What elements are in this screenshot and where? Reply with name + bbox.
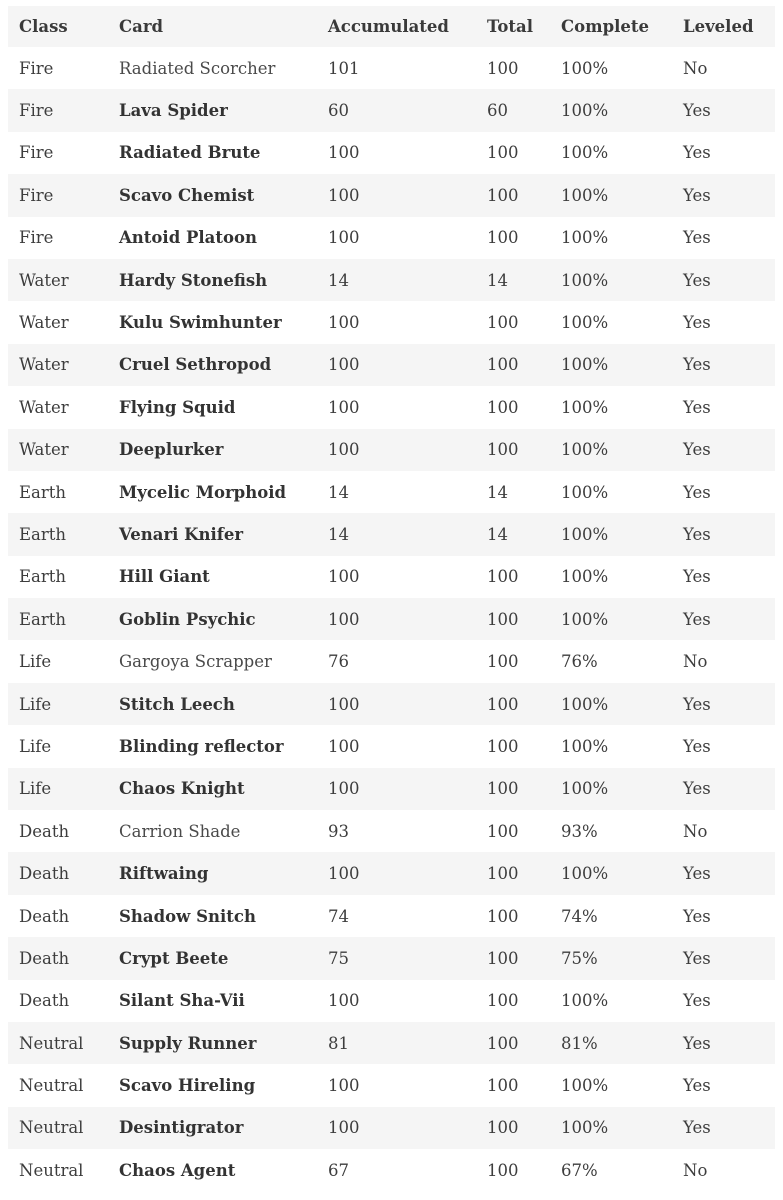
cell-leveled: Yes: [672, 386, 775, 428]
cell-card: Gargoya Scrapper: [108, 640, 317, 682]
cell-accumulated: 100: [317, 725, 476, 767]
cell-class: Earth: [8, 471, 108, 513]
card-progress-table: [8, 6, 775, 1192]
cell-complete: 100%: [550, 259, 672, 301]
cell-card: Hardy Stonefish: [108, 259, 317, 301]
table-row: [8, 217, 775, 259]
cell-accumulated: 100: [317, 683, 476, 725]
cell-card: Blinding reflector: [108, 725, 317, 767]
cell-card: Lava Spider: [108, 89, 317, 131]
cell-complete: 100%: [550, 852, 672, 894]
cell-accumulated: 100: [317, 852, 476, 894]
cell-leveled: Yes: [672, 217, 775, 259]
cell-accumulated: 100: [317, 344, 476, 386]
cell-class: Death: [8, 852, 108, 894]
cell-complete: 93%: [550, 810, 672, 852]
table-row: [8, 852, 775, 894]
cell-total: 100: [476, 174, 550, 216]
cell-class: Earth: [8, 513, 108, 555]
table-row: [8, 556, 775, 598]
cell-class: Death: [8, 937, 108, 979]
cell-leveled: Yes: [672, 1022, 775, 1064]
cell-accumulated: 100: [317, 217, 476, 259]
cell-card: Hill Giant: [108, 556, 317, 598]
table-row: [8, 174, 775, 216]
cell-class: Water: [8, 259, 108, 301]
cell-leveled: Yes: [672, 725, 775, 767]
table-row: [8, 1022, 775, 1064]
cell-total: 100: [476, 1022, 550, 1064]
table-row: [8, 386, 775, 428]
cell-class: Life: [8, 683, 108, 725]
cell-leveled: Yes: [672, 937, 775, 979]
cell-total: 100: [476, 1064, 550, 1106]
table-row: [8, 89, 775, 131]
cell-card: Deeplurker: [108, 429, 317, 471]
cell-class: Fire: [8, 174, 108, 216]
cell-total: 100: [476, 47, 550, 89]
table-row: [8, 1107, 775, 1149]
header-total: Total: [476, 6, 550, 47]
cell-leveled: Yes: [672, 556, 775, 598]
cell-complete: 81%: [550, 1022, 672, 1064]
cell-total: 100: [476, 1107, 550, 1149]
cell-complete: 67%: [550, 1149, 672, 1191]
cell-class: Neutral: [8, 1064, 108, 1106]
cell-accumulated: 75: [317, 937, 476, 979]
cell-class: Fire: [8, 132, 108, 174]
cell-accumulated: 93: [317, 810, 476, 852]
table-row: [8, 895, 775, 937]
header-card: Card: [108, 6, 317, 47]
table-row: [8, 471, 775, 513]
cell-accumulated: 100: [317, 132, 476, 174]
cell-total: 100: [476, 598, 550, 640]
cell-class: Fire: [8, 89, 108, 131]
cell-class: Neutral: [8, 1022, 108, 1064]
cell-total: 100: [476, 980, 550, 1022]
cell-total: 100: [476, 768, 550, 810]
cell-total: 100: [476, 725, 550, 767]
cell-leveled: Yes: [672, 1107, 775, 1149]
table-row: [8, 344, 775, 386]
cell-class: Life: [8, 768, 108, 810]
cell-total: 100: [476, 810, 550, 852]
cell-complete: 74%: [550, 895, 672, 937]
table-row: [8, 132, 775, 174]
cell-class: Life: [8, 725, 108, 767]
cell-class: Life: [8, 640, 108, 682]
cell-complete: 76%: [550, 640, 672, 682]
cell-leveled: Yes: [672, 895, 775, 937]
table-row: [8, 768, 775, 810]
cell-complete: 100%: [550, 471, 672, 513]
cell-card: Shadow Snitch: [108, 895, 317, 937]
cell-complete: 100%: [550, 132, 672, 174]
cell-accumulated: 14: [317, 513, 476, 555]
cell-leveled: Yes: [672, 344, 775, 386]
cell-complete: 100%: [550, 89, 672, 131]
header-complete: Complete: [550, 6, 672, 47]
cell-complete: 75%: [550, 937, 672, 979]
cell-leveled: Yes: [672, 768, 775, 810]
cell-card: Scavo Chemist: [108, 174, 317, 216]
cell-complete: 100%: [550, 598, 672, 640]
cell-total: 14: [476, 513, 550, 555]
cell-card: Antoid Platoon: [108, 217, 317, 259]
cell-accumulated: 100: [317, 174, 476, 216]
table-row: [8, 1149, 775, 1191]
cell-card: Mycelic Morphoid: [108, 471, 317, 513]
cell-accumulated: 14: [317, 471, 476, 513]
cell-card: Silant Sha-Vii: [108, 980, 317, 1022]
cell-card: Radiated Scorcher: [108, 47, 317, 89]
cell-complete: 100%: [550, 174, 672, 216]
cell-leveled: Yes: [672, 513, 775, 555]
cell-complete: 100%: [550, 1064, 672, 1106]
header-class: Class: [8, 6, 108, 47]
cell-total: 100: [476, 429, 550, 471]
cell-leveled: No: [672, 47, 775, 89]
cell-leveled: Yes: [672, 683, 775, 725]
table-row: [8, 429, 775, 471]
cell-class: Water: [8, 429, 108, 471]
cell-leveled: Yes: [672, 980, 775, 1022]
cell-card: Cruel Sethropod: [108, 344, 317, 386]
cell-leveled: Yes: [672, 174, 775, 216]
table-row: [8, 980, 775, 1022]
cell-total: 100: [476, 640, 550, 682]
table-row: [8, 1064, 775, 1106]
cell-card: Scavo Hireling: [108, 1064, 317, 1106]
cell-class: Earth: [8, 556, 108, 598]
table-row: [8, 598, 775, 640]
cell-complete: 100%: [550, 344, 672, 386]
cell-accumulated: 100: [317, 1064, 476, 1106]
table-row: [8, 47, 775, 89]
cell-accumulated: 100: [317, 301, 476, 343]
cell-leveled: Yes: [672, 89, 775, 131]
cell-card: Venari Knifer: [108, 513, 317, 555]
cell-class: Water: [8, 344, 108, 386]
card-progress-table-container: [8, 6, 775, 1192]
cell-complete: 100%: [550, 217, 672, 259]
cell-complete: 100%: [550, 725, 672, 767]
cell-leveled: Yes: [672, 301, 775, 343]
cell-accumulated: 76: [317, 640, 476, 682]
cell-complete: 100%: [550, 429, 672, 471]
cell-accumulated: 74: [317, 895, 476, 937]
cell-card: Carrion Shade: [108, 810, 317, 852]
cell-leveled: No: [672, 810, 775, 852]
header-accumulated: Accumulated: [317, 6, 476, 47]
cell-total: 100: [476, 132, 550, 174]
cell-class: Water: [8, 301, 108, 343]
table-header: [8, 6, 775, 47]
cell-class: Fire: [8, 47, 108, 89]
table-row: [8, 810, 775, 852]
cell-total: 14: [476, 471, 550, 513]
cell-card: Kulu Swimhunter: [108, 301, 317, 343]
cell-complete: 100%: [550, 768, 672, 810]
table-row: [8, 640, 775, 682]
cell-card: Desintigrator: [108, 1107, 317, 1149]
cell-complete: 100%: [550, 683, 672, 725]
cell-accumulated: 100: [317, 768, 476, 810]
cell-card: Flying Squid: [108, 386, 317, 428]
cell-total: 14: [476, 259, 550, 301]
cell-card: Radiated Brute: [108, 132, 317, 174]
cell-accumulated: 60: [317, 89, 476, 131]
cell-complete: 100%: [550, 1107, 672, 1149]
table-row: [8, 725, 775, 767]
cell-total: 100: [476, 217, 550, 259]
cell-accumulated: 100: [317, 386, 476, 428]
cell-class: Death: [8, 980, 108, 1022]
cell-card: Chaos Knight: [108, 768, 317, 810]
cell-total: 100: [476, 895, 550, 937]
cell-card: Stitch Leech: [108, 683, 317, 725]
cell-card: Crypt Beete: [108, 937, 317, 979]
cell-class: Earth: [8, 598, 108, 640]
cell-total: 100: [476, 683, 550, 725]
cell-class: Fire: [8, 217, 108, 259]
cell-accumulated: 100: [317, 598, 476, 640]
cell-total: 100: [476, 1149, 550, 1191]
cell-class: Death: [8, 810, 108, 852]
cell-card: Goblin Psychic: [108, 598, 317, 640]
cell-accumulated: 101: [317, 47, 476, 89]
header-leveled: Leveled: [672, 6, 775, 47]
cell-leveled: No: [672, 1149, 775, 1191]
cell-complete: 100%: [550, 513, 672, 555]
cell-leveled: No: [672, 640, 775, 682]
cell-leveled: Yes: [672, 471, 775, 513]
cell-complete: 100%: [550, 556, 672, 598]
cell-accumulated: 100: [317, 429, 476, 471]
cell-leveled: Yes: [672, 132, 775, 174]
cell-accumulated: 67: [317, 1149, 476, 1191]
cell-accumulated: 14: [317, 259, 476, 301]
cell-total: 100: [476, 556, 550, 598]
cell-complete: 100%: [550, 386, 672, 428]
cell-complete: 100%: [550, 980, 672, 1022]
cell-leveled: Yes: [672, 429, 775, 471]
table-row: [8, 301, 775, 343]
cell-leveled: Yes: [672, 852, 775, 894]
table-body: [8, 47, 775, 1192]
table-row: [8, 259, 775, 301]
cell-complete: 100%: [550, 47, 672, 89]
cell-accumulated: 81: [317, 1022, 476, 1064]
cell-card: Riftwaing: [108, 852, 317, 894]
table-row: [8, 683, 775, 725]
cell-class: Neutral: [8, 1149, 108, 1191]
cell-card: Supply Runner: [108, 1022, 317, 1064]
cell-leveled: Yes: [672, 598, 775, 640]
cell-total: 100: [476, 386, 550, 428]
cell-accumulated: 100: [317, 556, 476, 598]
cell-leveled: Yes: [672, 259, 775, 301]
cell-class: Neutral: [8, 1107, 108, 1149]
table-row: [8, 937, 775, 979]
cell-total: 100: [476, 852, 550, 894]
cell-leveled: Yes: [672, 1064, 775, 1106]
header-row: [8, 6, 775, 47]
cell-total: 100: [476, 301, 550, 343]
cell-total: 100: [476, 344, 550, 386]
cell-accumulated: 100: [317, 1107, 476, 1149]
cell-total: 100: [476, 937, 550, 979]
cell-class: Death: [8, 895, 108, 937]
cell-accumulated: 100: [317, 980, 476, 1022]
cell-card: Chaos Agent: [108, 1149, 317, 1191]
table-row: [8, 513, 775, 555]
cell-complete: 100%: [550, 301, 672, 343]
cell-total: 60: [476, 89, 550, 131]
cell-class: Water: [8, 386, 108, 428]
